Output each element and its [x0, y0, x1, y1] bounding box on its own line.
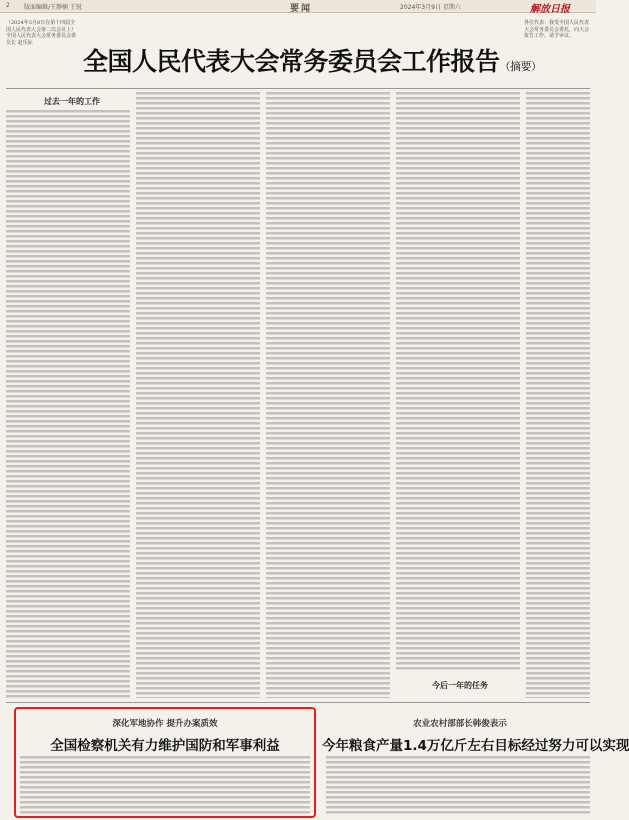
article-title: 全国检察机关有力维护国防和军事利益 [50, 738, 280, 754]
subhead-next-year: 今后一年的任务 [432, 680, 488, 690]
main-headline [83, 42, 542, 78]
editors: 版面编辑/王静娴 王锐 [24, 4, 82, 11]
date: 2024年3月9日 星期六 [400, 4, 461, 11]
text-column-2 [136, 92, 260, 698]
article-kicker: 农业农村部部长韩俊表示 [413, 719, 507, 729]
headline-suffix: （摘要） [499, 60, 542, 73]
left-caption: （2024年3月8日在第十四届全国人民代表大会第二次会议上）全国人民代表大会常务委员会委员长 赵乐际 [6, 20, 77, 46]
newspaper-logo: 解放日报 [530, 4, 570, 15]
right-caption: 各位代表：我受全国人民代表大会常务委员会委托，向大会报告工作，请予审议。 [524, 20, 590, 39]
article-kicker: 深化军地协作 提升办案质效 [112, 719, 218, 729]
article-body [326, 756, 590, 816]
subhead-past-year: 过去一年的工作 [44, 96, 100, 106]
text-column-3 [266, 92, 390, 698]
section-title: 要闻 [290, 4, 313, 14]
divider [6, 88, 590, 89]
text-column-1 [6, 110, 130, 698]
article-body [20, 756, 310, 814]
text-column-5 [526, 92, 590, 698]
text-column-4 [396, 92, 520, 672]
divider [6, 702, 590, 703]
headline-text: 全国人民代表大会常务委员会工作报告 [83, 47, 500, 76]
article-title: 今年粮食产量1.4万亿斤左右目标经过努力可以实现 [322, 738, 629, 754]
masthead [0, 0, 596, 13]
page-number: 2 [6, 2, 10, 9]
